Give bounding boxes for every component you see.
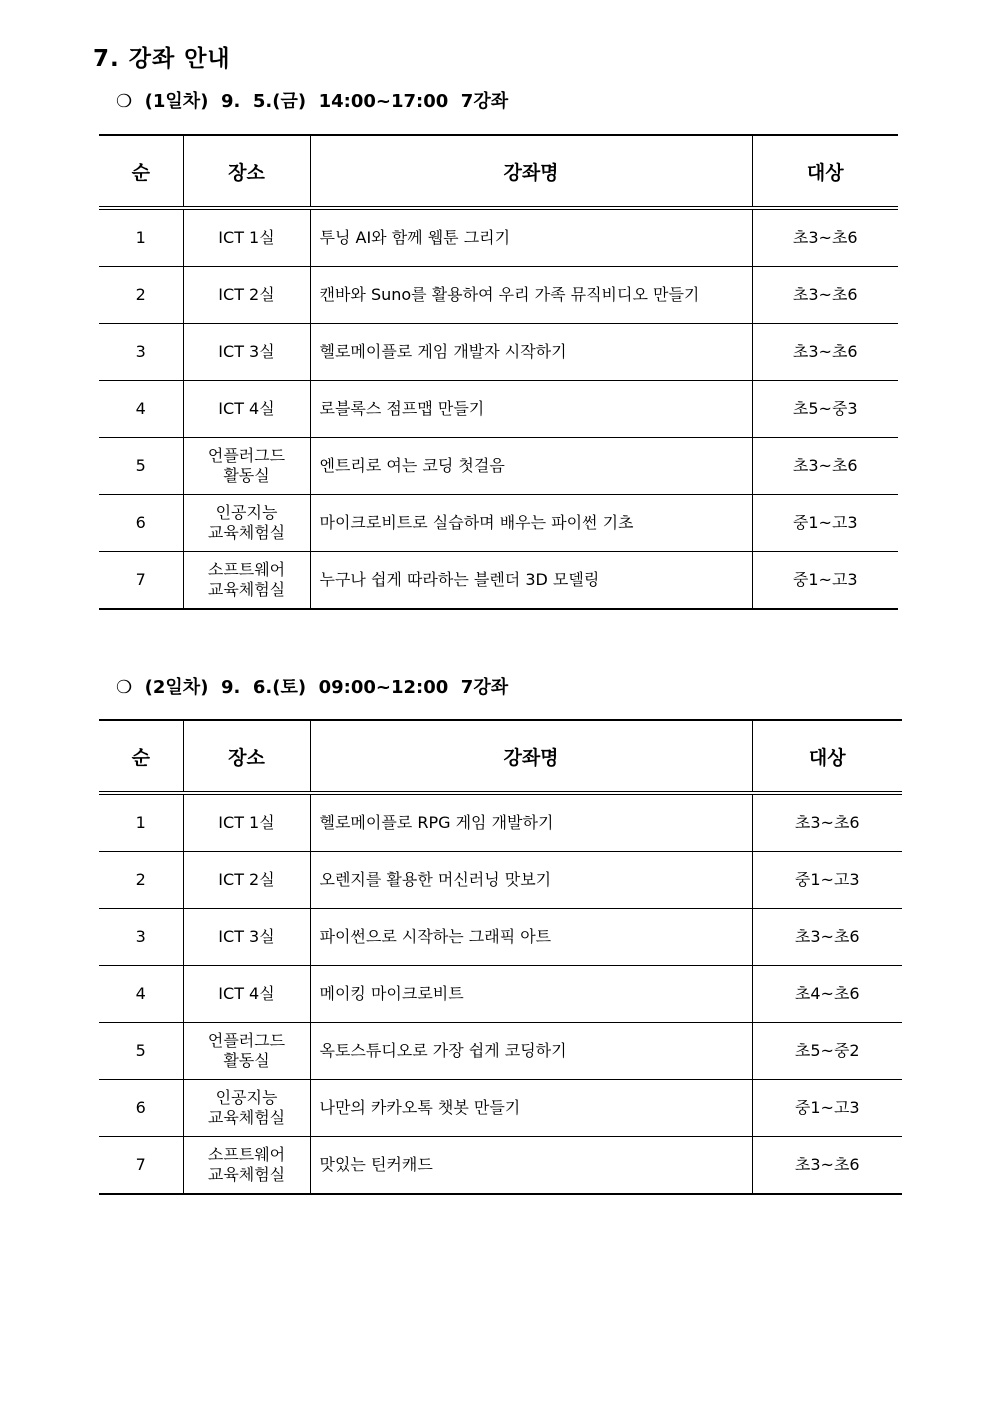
cell-no: 1: [99, 208, 183, 267]
cell-target: 중1~고3: [752, 552, 898, 610]
col-header-target: 대상: [752, 720, 902, 793]
cell-no: 7: [99, 552, 183, 610]
cell-name: 맛있는 틴커캐드: [310, 1137, 752, 1195]
cell-place: ICT 3실: [183, 324, 310, 381]
cell-no: 6: [99, 495, 183, 552]
cell-no: 2: [99, 267, 183, 324]
table-header-row: [99, 720, 902, 793]
cell-target: 중1~고3: [752, 1080, 902, 1137]
col-header-place: 장소: [183, 135, 310, 208]
cell-no: 5: [99, 438, 183, 495]
cell-name: 투닝 AI와 함께 웹툰 그리기: [310, 208, 752, 267]
col-header-place: 장소: [183, 720, 310, 793]
cell-target: 초3~초6: [752, 324, 898, 381]
table-row: [99, 966, 902, 1023]
cell-no: 3: [99, 324, 183, 381]
cell-no: 7: [99, 1137, 183, 1195]
cell-target: 중1~고3: [752, 852, 902, 909]
cell-name: 헬로메이플로 RPG 게임 개발하기: [310, 793, 752, 852]
cell-name: 엔트리로 여는 코딩 첫걸음: [310, 438, 752, 495]
cell-target: 초3~초6: [752, 267, 898, 324]
table-row: [99, 1137, 902, 1195]
cell-name: 나만의 카카오톡 챗봇 만들기: [310, 1080, 752, 1137]
cell-name: 캔바와 Suno를 활용하여 우리 가족 뮤직비디오 만들기: [310, 267, 752, 324]
table-row: [99, 208, 898, 267]
cell-place: ICT 3실: [183, 909, 310, 966]
cell-no: 3: [99, 909, 183, 966]
cell-place: 인공지능 교육체험실: [183, 495, 310, 552]
cell-place: 언플러그드 활동실: [183, 1023, 310, 1080]
day1-heading: ❍ (1일차) 9. 5.(금) 14:00~17:00 7강좌: [116, 91, 509, 112]
cell-name: 메이킹 마이크로비트: [310, 966, 752, 1023]
table-row: [99, 793, 902, 852]
cell-target: 초3~초6: [752, 438, 898, 495]
cell-no: 4: [99, 966, 183, 1023]
cell-place: ICT 2실: [183, 852, 310, 909]
table-row: [99, 1080, 902, 1137]
table-row: [99, 381, 898, 438]
cell-no: 5: [99, 1023, 183, 1080]
cell-no: 1: [99, 793, 183, 852]
cell-name: 누구나 쉽게 따라하는 블렌더 3D 모델링: [310, 552, 752, 610]
cell-target: 초5~중2: [752, 1023, 902, 1080]
page-title: 7. 강좌 안내: [93, 46, 231, 72]
cell-place: ICT 1실: [183, 208, 310, 267]
table-row: [99, 267, 898, 324]
col-header-target: 대상: [752, 135, 898, 208]
cell-no: 2: [99, 852, 183, 909]
table-row: [99, 552, 898, 610]
table-header-row: [99, 135, 898, 208]
table-row: [99, 909, 902, 966]
cell-place: ICT 2실: [183, 267, 310, 324]
col-header-no: 순: [99, 720, 183, 793]
table-row: [99, 438, 898, 495]
cell-place: ICT 4실: [183, 966, 310, 1023]
cell-target: 초3~초6: [752, 208, 898, 267]
cell-place: 인공지능 교육체험실: [183, 1080, 310, 1137]
cell-place: 소프트웨어 교육체험실: [183, 552, 310, 610]
col-header-name: 강좌명: [310, 720, 752, 793]
cell-name: 옥토스튜디오로 가장 쉽게 코딩하기: [310, 1023, 752, 1080]
cell-place: 언플러그드 활동실: [183, 438, 310, 495]
day2-heading: ❍ (2일차) 9. 6.(토) 09:00~12:00 7강좌: [116, 677, 509, 698]
cell-name: 오렌지를 활용한 머신러닝 맛보기: [310, 852, 752, 909]
cell-name: 파이썬으로 시작하는 그래픽 아트: [310, 909, 752, 966]
table-row: [99, 324, 898, 381]
col-header-name: 강좌명: [310, 135, 752, 208]
cell-target: 초3~초6: [752, 1137, 902, 1195]
col-header-no: 순: [99, 135, 183, 208]
cell-target: 초3~초6: [752, 793, 902, 852]
table-row: [99, 852, 902, 909]
table-row: [99, 1023, 902, 1080]
day1-table: [99, 134, 898, 610]
cell-no: 4: [99, 381, 183, 438]
cell-target: 중1~고3: [752, 495, 898, 552]
cell-place: ICT 1실: [183, 793, 310, 852]
table-row: [99, 495, 898, 552]
cell-target: 초5~중3: [752, 381, 898, 438]
cell-name: 로블록스 점프맵 만들기: [310, 381, 752, 438]
day2-table: [99, 719, 902, 1195]
cell-target: 초4~초6: [752, 966, 902, 1023]
cell-place: ICT 4실: [183, 381, 310, 438]
cell-name: 헬로메이플로 게임 개발자 시작하기: [310, 324, 752, 381]
cell-name: 마이크로비트로 실습하며 배우는 파이썬 기초: [310, 495, 752, 552]
cell-target: 초3~초6: [752, 909, 902, 966]
cell-place: 소프트웨어 교육체험실: [183, 1137, 310, 1195]
cell-no: 6: [99, 1080, 183, 1137]
